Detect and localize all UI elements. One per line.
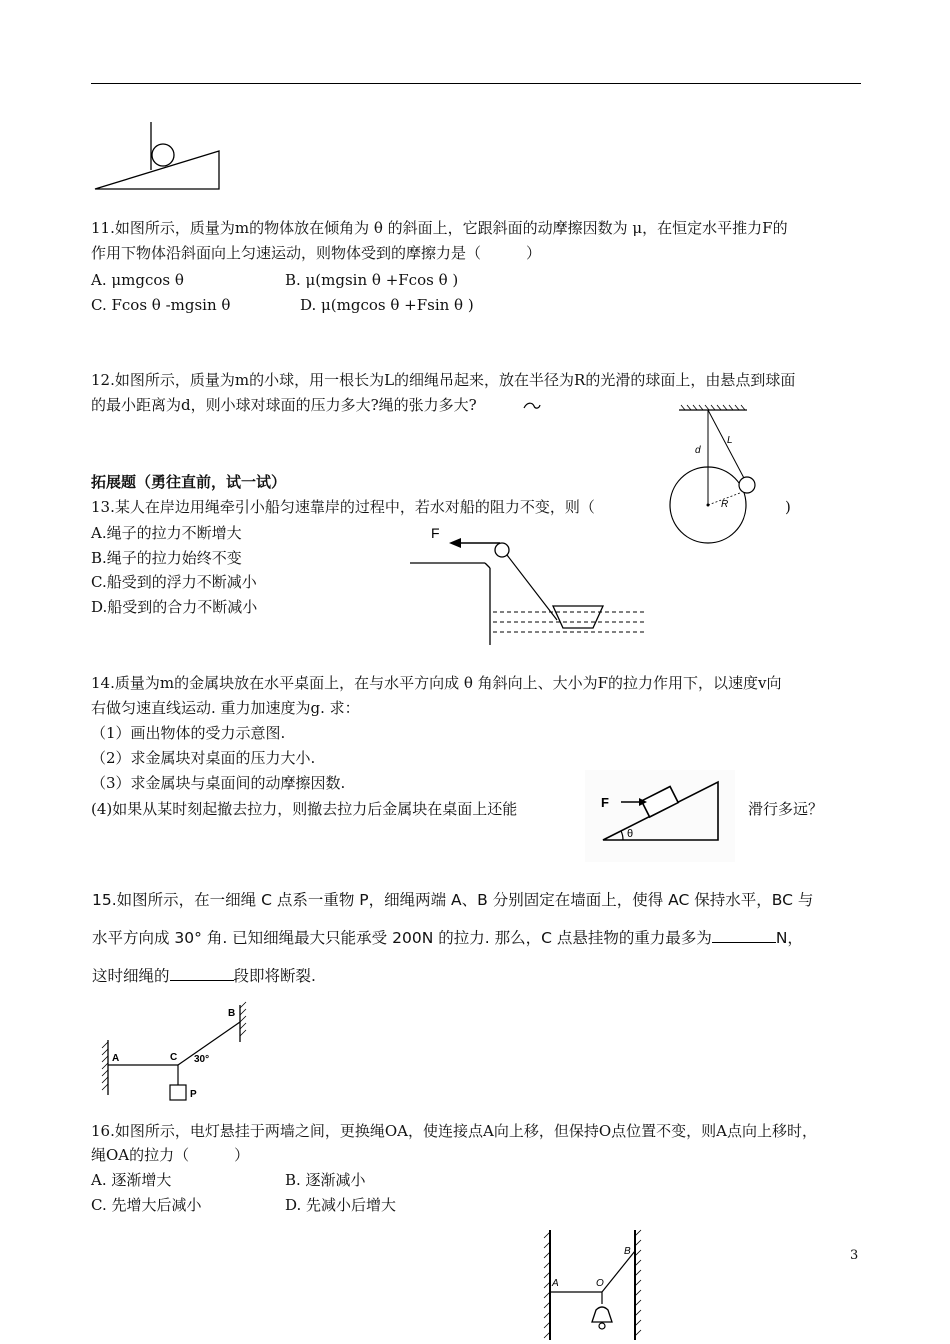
- label-R: R: [721, 499, 729, 510]
- label-P: P: [190, 1089, 197, 1100]
- q11-option-d: D. μ(mgcos θ +Fsin θ ): [300, 296, 474, 314]
- q13-option-b: B.绳子的拉力始终不变: [91, 549, 242, 567]
- q15-text-line3: [92, 964, 316, 988]
- page-number: 3: [850, 1248, 859, 1263]
- rope-weight-figure: [100, 1000, 260, 1108]
- q16-option-a: A. 逐渐增大: [91, 1171, 172, 1189]
- label-O: O: [596, 1278, 604, 1289]
- q13-option-c: C.船受到的浮力不断减小: [91, 573, 257, 591]
- q13-text-line1: 13.某人在岸边用绳牵引小船匀速靠岸的过程中，若水对船的阻力不变，则（: [91, 498, 595, 516]
- block-incline-figure: [585, 770, 735, 862]
- small-swirl-mark: [523, 400, 541, 412]
- label-theta: θ: [627, 828, 634, 840]
- sphere-pendulum-figure: [665, 405, 770, 545]
- q11-option-b: B. μ(mgsin θ +Fcos θ ): [285, 271, 459, 289]
- q15-text-line2a: 水平方向成 30° 角. 已知细绳最大只能承受 200N 的拉力. 那么，C 点悬挂物的重力最多为: [92, 929, 712, 947]
- q11-option-a: A. μmgcos θ: [91, 271, 184, 289]
- q15-text-line3b: 段即将断裂.: [233, 967, 316, 985]
- q12-text-line1: 12.如图所示，质量为m的小球，用一根长为L的细绳吊起来，放在半径为R的光滑的球面上，由悬点到球面: [91, 371, 796, 389]
- q15-text-line1: 15.如图所示，在一细绳 C 点系一重物 P，细绳两端 A、B 分别固定在墙面上，使得 AC 保持水平，BC 与: [92, 891, 814, 909]
- answer-blank-2[interactable]: [170, 966, 234, 981]
- label-C: C: [170, 1052, 178, 1063]
- label-A: A: [552, 1278, 559, 1289]
- label-B: B: [228, 1008, 236, 1019]
- q12-text-line2: 的最小距离为d，则小球对球面的压力多大?绳的张力多大?: [91, 396, 477, 414]
- q16-option-c: C. 先增大后减小: [91, 1196, 202, 1214]
- q11-text-line1: 11.如图所示，质量为m的物体放在倾角为 θ 的斜面上，它跟斜面的动摩擦因数为 μ，在恒定水平推力F的: [91, 219, 788, 237]
- q13-option-d: D.船受到的合力不断减小: [91, 598, 258, 616]
- label-d: d: [695, 445, 701, 456]
- q16-option-d: D. 先减小后增大: [285, 1196, 397, 1214]
- boat-rope-figure: [405, 520, 650, 650]
- answer-blank-1[interactable]: [712, 928, 776, 943]
- q14-text-line1: 14.质量为m的金属块放在水平桌面上，在与水平方向成 θ 角斜向上、大小为F的拉力作用下，以速度v向: [91, 674, 782, 692]
- label-F: F: [601, 795, 609, 810]
- q15-text-line3a: 这时细绳的: [92, 967, 170, 985]
- q15-text-line2b: N，: [775, 929, 803, 947]
- q16-text-line1: 16.如图所示，电灯悬挂于两墙之间，更换绳OA，使连接点A向上移，但保持O点位置不变，则A点向上移时，: [91, 1122, 817, 1140]
- label-L: L: [727, 435, 733, 446]
- q11-text-line2: 作用下物体沿斜面向上匀速运动，则物体受到的摩擦力是（ ）: [91, 244, 542, 262]
- q13-option-a: A.绳子的拉力不断增大: [91, 524, 242, 542]
- q14-sub3: （3）求金属块与桌面间的动摩擦因数.: [91, 774, 346, 792]
- header-rule: [91, 83, 861, 84]
- q13-paren-close: ): [785, 498, 791, 516]
- q14-sub4b: 滑行多远？: [748, 800, 824, 818]
- label-F: F: [431, 525, 440, 541]
- label-A: A: [112, 1053, 120, 1064]
- incline-ball-figure: [90, 120, 225, 195]
- section-heading: 拓展题（勇往直前，试一试）: [91, 473, 287, 491]
- q14-sub4a: (4)如果从某时刻起撤去拉力，则撤去拉力后金属块在桌面上还能: [91, 800, 518, 818]
- q11-option-c: C. Fcos θ -mgsin θ: [91, 296, 231, 314]
- q16-option-b: B. 逐渐减小: [285, 1171, 366, 1189]
- q14-sub1: （1）画出物体的受力示意图.: [91, 724, 286, 742]
- q16-text-line2: 绳OA的拉力（ ）: [91, 1146, 250, 1164]
- lamp-walls-figure: [540, 1226, 650, 1342]
- label-angle: 30°: [194, 1054, 210, 1065]
- label-B: B: [624, 1246, 631, 1257]
- q14-sub2: （2）求金属块对桌面的压力大小.: [91, 749, 316, 767]
- q15-text-line2: [92, 926, 803, 950]
- q14-text-line2: 右做匀速直线运动. 重力加速度为g. 求：: [91, 699, 360, 717]
